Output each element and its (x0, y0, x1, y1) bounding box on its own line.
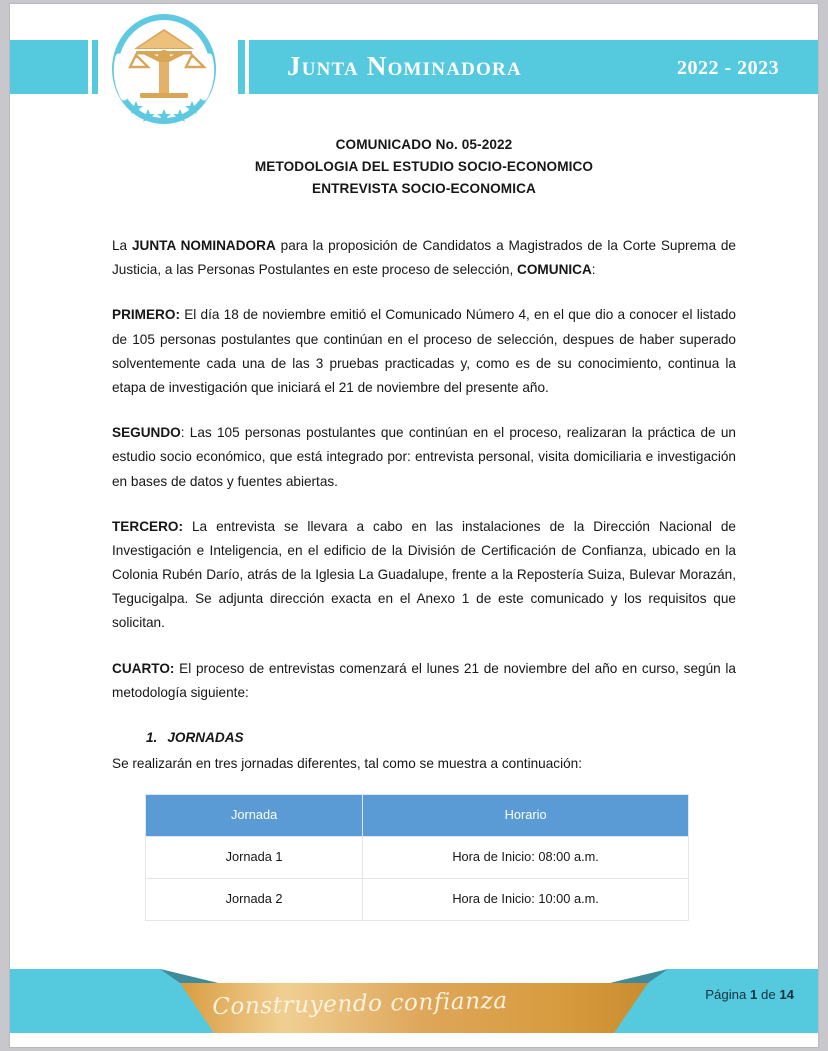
intro-bold-junta: JUNTA NOMINADORA (131, 238, 276, 254)
clause-tercero-text: La entrevista se llevara a cabo en las instalaciones de la Dirección Nacional de Investigación e Inteligencia, en el edificio de la División de Certificación de Confianza, ubicado en la Colonia Rubén Darío, atrás de la Iglesia La Guadalupe, frente a la Repostería Suiza, Bulevar Morazán, Tegucigalpa. Se adjunta dirección exacta en el Anexo 1 de este comunicado y los requisitos que solicitan. (112, 518, 736, 631)
table-row (146, 878, 689, 920)
page-prefix: Página (705, 987, 750, 1002)
page-mid: de (757, 987, 780, 1002)
document-header (10, 4, 818, 124)
section-number: 1. (146, 730, 158, 746)
clause-primero-label: PRIMERO: (112, 307, 180, 323)
clause-cuarto-text: El proceso de entrevistas comenzará el lunes 21 de noviembre del año en curso, según la metodología siguiente: (112, 660, 736, 700)
cell-horario-1: Hora de Inicio: 08:00 a.m. (363, 837, 689, 879)
intro-bold-comunica: COMUNICA (517, 262, 592, 278)
intro-before: La (112, 238, 132, 254)
jornadas-table (145, 794, 689, 920)
document-body (112, 134, 736, 921)
scales-of-justice-emblem-icon (106, 13, 222, 125)
document-title-block (112, 134, 736, 200)
document-subtitle-2: ENTREVISTA SOCIO-ECONOMICA (312, 181, 536, 197)
header-band-left-tick (92, 40, 98, 94)
page-current: 1 (749, 987, 758, 1002)
clause-cuarto-label: CUARTO: (112, 660, 175, 676)
clause-primero (112, 303, 736, 400)
clause-segundo (112, 421, 736, 494)
cell-jornada-2: Jornada 2 (146, 878, 363, 920)
column-header-jornada: Jornada (146, 795, 363, 837)
table-row (146, 837, 689, 879)
clause-tercero-label: TERCERO: (112, 518, 183, 534)
clause-cuarto (112, 657, 736, 705)
cell-jornada-1: Jornada 1 (146, 837, 363, 879)
intro-paragraph (112, 234, 736, 282)
section-heading-jornadas (146, 726, 736, 750)
header-band-right-tick (238, 40, 245, 94)
section-heading-label: JORNADAS (167, 730, 244, 746)
table-header-row (146, 795, 689, 837)
clause-primero-text: El día 18 de noviembre emitió el Comunicado Número 4, en el que dio a conocer el listado de 105 personas postulantes que continúan en el proceso de selección, despues de haber superado solventemente cada una de las 3 pruebas practicadas y, como es de su conocimiento, continua la etapa de investigación que iniciará el 21 de noviembre del presente año. (112, 307, 736, 395)
header-band-left-block (10, 40, 88, 94)
page-number-indicator (705, 987, 794, 1002)
intro-middle: para la proposición de Candidatos a Magistrados de la Corte Suprema de Justicia, a las Personas Postulantes en este proceso de selección, (112, 238, 736, 278)
document-footer (10, 969, 818, 1033)
clause-segundo-label: SEGUNDO (112, 425, 181, 441)
column-header-horario: Horario (363, 795, 689, 837)
page-total: 14 (779, 987, 794, 1002)
organization-name: Junta Nominadora (287, 51, 522, 81)
clause-tercero (112, 515, 736, 636)
cell-horario-2: Hora de Inicio: 10:00 a.m. (363, 878, 689, 920)
header-years-label: 2022 - 2023 (677, 57, 780, 79)
section-lead-in-text: Se realizarán en tres jornadas diferentes, tal como se muestra a continuación: (112, 756, 582, 772)
clause-segundo-text: : Las 105 personas postulantes que continúan en el proceso, realizaran la práctica de un estudio socio económico, que está integrado por: entrevista personal, visita domiciliaria e investigación en bases de datos y fuentes abiertas. (112, 425, 736, 489)
intro-after: : (591, 262, 596, 278)
document-page (10, 4, 818, 1047)
document-subtitle-1: METODOLOGIA DEL ESTUDIO SOCIO-ECONOMICO (254, 159, 594, 175)
page-title: COMUNICADO No. 05-2022 (335, 137, 513, 152)
footer-gold-ribbon (10, 969, 818, 1033)
footer-slogan: Construyendo confianza (212, 987, 508, 1021)
